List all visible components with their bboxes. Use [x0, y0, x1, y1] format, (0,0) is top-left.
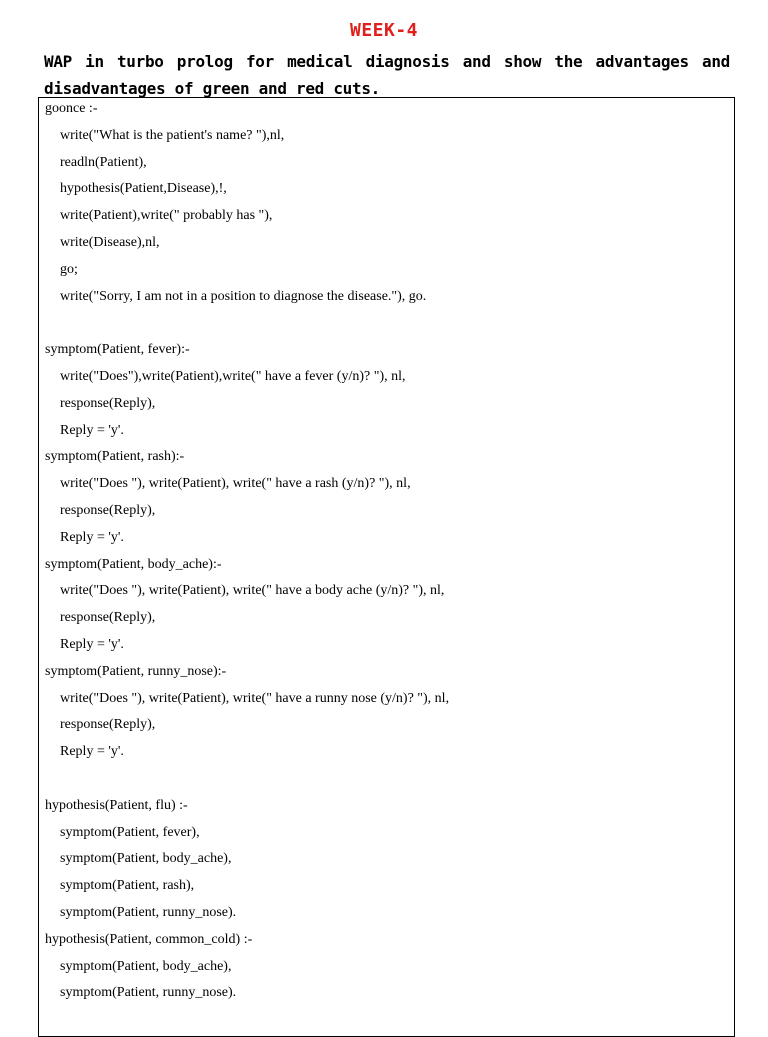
- code-line: Reply = 'y'.: [60, 422, 124, 438]
- code-line: symptom(Patient, fever),: [60, 824, 200, 840]
- code-line: hypothesis(Patient, common_cold) :-: [45, 931, 253, 947]
- code-line: response(Reply),: [60, 610, 156, 626]
- week-heading: WEEK-4: [349, 20, 419, 41]
- code-line: symptom(Patient, fever):-: [45, 342, 190, 358]
- code-line: symptom(Patient, rash):-: [45, 449, 185, 465]
- code-line: symptom(Patient, body_ache),: [60, 958, 232, 974]
- code-line: write("What is the patient's name? "),nl,: [60, 127, 285, 143]
- code-line: response(Reply),: [60, 503, 156, 518]
- code-line: write("Does"),write(Patient),write(" have a fever (y/n)? "), nl,: [60, 369, 406, 384]
- code-line: symptom(Patient, runny_nose).: [60, 985, 237, 1001]
- program-aim: WAP in turbo prolog for medical diagnosis and show the advantages and disadvantages of green and red cuts.: [44, 52, 730, 98]
- code-line: write("Sorry, I am not in a position to diagnose the disease."), go.: [60, 288, 427, 304]
- code-line: symptom(Patient, runny_nose):-: [45, 663, 227, 679]
- code-line: write(Disease),nl,: [60, 235, 160, 250]
- code-line: symptom(Patient, rash),: [60, 878, 195, 894]
- code-listing-box: [38, 97, 735, 1037]
- code-line: hypothesis(Patient,Disease),!,: [60, 181, 227, 197]
- code-line: write("Does "), write(Patient), write(" have a runny nose (y/n)? "), nl,: [60, 690, 450, 706]
- code-line: write("Does "), write(Patient), write(" have a rash (y/n)? "), nl,: [60, 476, 411, 492]
- code-line: symptom(Patient, runny_nose).: [60, 905, 237, 920]
- code-line: hypothesis(Patient, flu) :-: [45, 797, 188, 813]
- code-line: response(Reply),: [60, 717, 156, 733]
- code-line: readln(Patient),: [60, 154, 147, 170]
- code-line: Reply = 'y'.: [60, 637, 124, 652]
- code-line: symptom(Patient, body_ache):-: [45, 556, 222, 572]
- code-line: write("Does "), write(Patient), write(" have a body ache (y/n)? "), nl,: [60, 583, 445, 599]
- code-line: goonce :-: [45, 101, 98, 116]
- code-line: go;: [60, 261, 78, 277]
- code-line: symptom(Patient, body_ache),: [60, 851, 232, 867]
- code-line: Reply = 'y'.: [60, 529, 124, 545]
- code-line: Reply = 'y'.: [60, 744, 124, 760]
- code-line: write(Patient),write(" probably has "),: [60, 208, 273, 224]
- code-line: response(Reply),: [60, 395, 156, 411]
